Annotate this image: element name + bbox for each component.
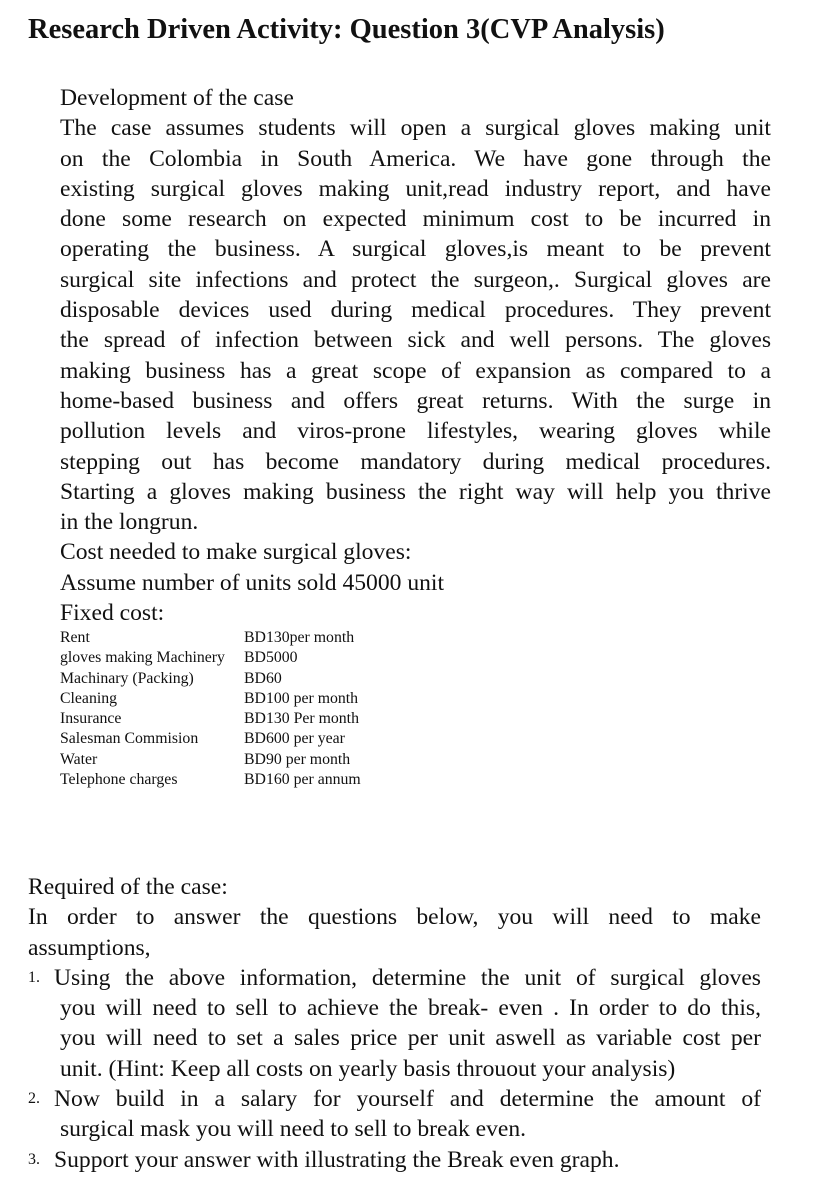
text-line: stepping out has become mandatory during medical procedures. <box>60 448 771 475</box>
case-paragraph <box>60 113 771 537</box>
fixed-cost-row <box>60 689 361 709</box>
cost-value: BD130 Per month <box>244 710 359 728</box>
question-line: Support your answer with illustrating the Break even graph. <box>54 1146 620 1173</box>
text-line: the spread of infection between sick and well persons. The gloves <box>60 327 771 354</box>
cost-value: BD90 per month <box>244 750 351 768</box>
question-item <box>28 1145 761 1175</box>
cost-item: Water <box>60 750 98 768</box>
document-title: Research Driven Activity: Question 3(CVP Analysis) <box>28 14 665 45</box>
question-number: 1. <box>28 968 40 986</box>
text-line: on the Colombia in South America. We have gone through the <box>60 145 771 172</box>
text-line: disposable devices used during medical procedures. They prevent <box>60 297 771 324</box>
required-intro <box>28 902 761 963</box>
text-line: In order to answer the questions below, you will need to make <box>28 904 761 931</box>
text-line: assumptions, <box>28 934 151 961</box>
question-number: 2. <box>28 1090 40 1108</box>
question-item <box>28 1084 761 1145</box>
fixed-cost-row <box>60 729 361 749</box>
fixed-cost-table <box>60 628 361 790</box>
question-line: surgical mask you will need to sell to break even. <box>60 1116 527 1143</box>
question-item <box>28 963 761 1084</box>
text-line: in the longrun. <box>60 509 199 536</box>
text-line: operating the business. A surgical gloves,is meant to be prevent <box>60 236 771 263</box>
cost-item: Insurance <box>60 710 122 728</box>
cost-value: BD60 <box>244 669 282 687</box>
question-line: unit. (Hint: Keep all costs on yearly basis throuout your analysis) <box>60 1055 676 1082</box>
fixed-cost-heading: Fixed cost: <box>60 600 165 627</box>
case-heading: Development of the case <box>60 85 294 111</box>
text-line: The case assumes students will open a surgical gloves making unit <box>60 115 771 142</box>
cost-item: Cleaning <box>60 689 118 707</box>
required-section <box>28 872 761 1175</box>
text-line: surgical site infections and protect the surgeon,. Surgical gloves are <box>60 266 771 293</box>
cost-value: BD130per month <box>244 629 355 646</box>
cost-item: Rent <box>60 629 90 646</box>
question-number: 3. <box>28 1150 40 1168</box>
cost-value: BD600 per year <box>244 730 345 748</box>
question-line: you will need to set a sales price per unit aswell as variable cost per <box>60 1025 761 1052</box>
text-line: making business has a great scope of expansion as compared to a <box>60 357 771 384</box>
cost-value: BD160 per annum <box>244 771 361 789</box>
cost-value: BD5000 <box>244 649 298 667</box>
text-line: home-based business and offers great returns. With the surge in <box>60 387 771 414</box>
cost-value: BD100 per month <box>244 689 359 707</box>
question-line: you will need to sell to achieve the break- even . In order to do this, <box>60 995 761 1022</box>
required-heading: Required of the case: <box>28 874 228 900</box>
text-line: Starting a gloves making business the right way will help you thrive <box>60 478 771 505</box>
cost-item: Salesman Commision <box>60 730 199 748</box>
cost-item: Telephone charges <box>60 771 178 789</box>
cost-heading: Cost needed to make surgical gloves: <box>60 539 412 566</box>
fixed-cost-row <box>60 750 361 770</box>
text-line: pollution levels and viros-prone lifestyles, wearing gloves while <box>60 418 771 445</box>
fixed-cost-row <box>60 770 361 790</box>
fixed-cost-row <box>60 709 361 729</box>
fixed-cost-row <box>60 628 361 648</box>
cost-item: Machinary (Packing) <box>60 669 194 687</box>
fixed-cost-row <box>60 648 361 668</box>
cost-item: gloves making Machinery <box>60 649 225 667</box>
question-list <box>28 963 761 1175</box>
fixed-cost-row <box>60 669 361 689</box>
question-line: Now build in a salary for yourself and determine the amount of <box>54 1086 761 1113</box>
case-development-section <box>60 83 771 628</box>
text-line: existing surgical gloves making unit,read industry report, and have <box>60 175 771 202</box>
question-line: Using the above information, determine the unit of surgical gloves <box>54 964 761 991</box>
units-sold: Assume number of units sold 45000 unit <box>60 569 445 596</box>
text-line: done some research on expected minimum cost to be incurred in <box>60 206 771 233</box>
